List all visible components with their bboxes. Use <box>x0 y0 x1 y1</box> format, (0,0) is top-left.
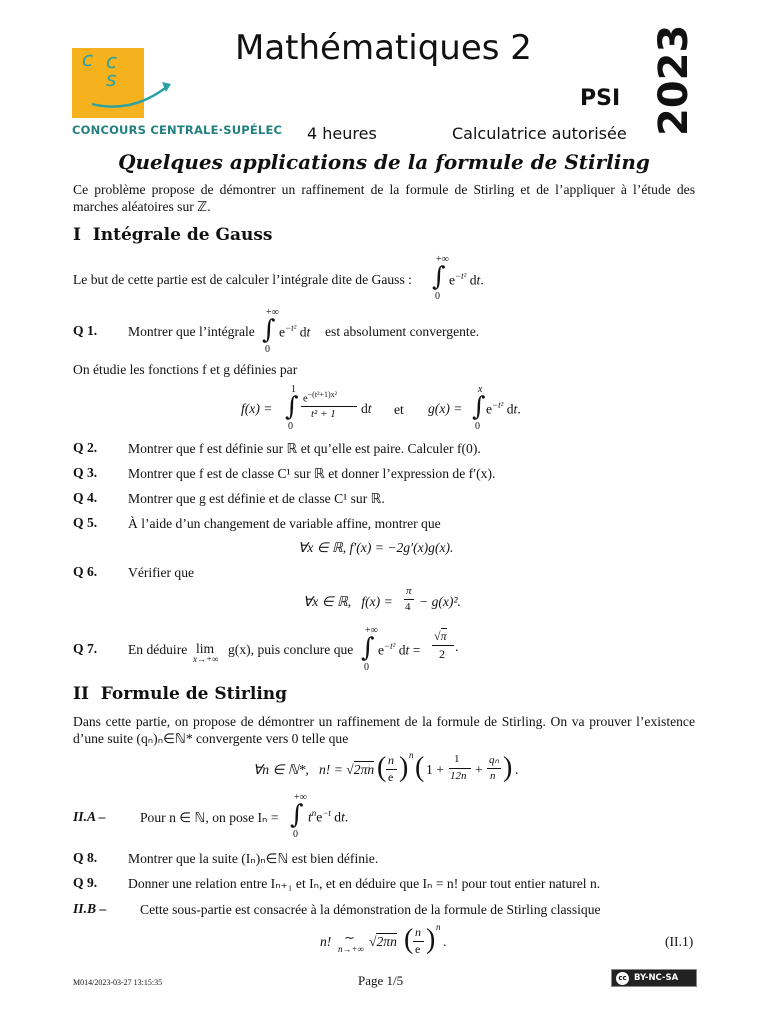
q2-label: Q 2. <box>73 440 98 455</box>
study-line: On étudie les fonctions f et g définies par <box>73 362 298 377</box>
iia-text: Pour n ∈ ℕ, on pose Iₙ = <box>140 810 279 825</box>
centrale-supelec-logo <box>72 44 222 120</box>
q7-text-a: En déduire <box>128 642 188 657</box>
svg-text:s: s <box>106 67 117 91</box>
q3-text: Montrer que f est de classe C¹ sur ℝ et donner l’expression de f′(x). <box>128 466 496 481</box>
q5-text: À l’aide d’un changement de variable affine, montrer que <box>128 516 441 531</box>
svg-text:c: c <box>82 47 93 71</box>
cc-license-text: BY-NC-SA <box>634 973 679 983</box>
q7-integral: +∞ ∫ 0 $e^{-t^2}$ dt = √π 2 . <box>361 625 459 673</box>
gauss-lead: Le but de cette partie est de calculer l’intégrale dite de Gauss : <box>73 272 412 287</box>
q1-tail: est absolument convergente. <box>325 324 480 339</box>
intro-paragraph: Ce problème propose de démontrer un raffinement de la formule de Stirling et de l’appliquer à l’étude des marches aléatoires sur ℤ. <box>73 182 695 214</box>
q5-equation: ∀x ∈ ℝ, f′(x) = −2g′(x)g(x). <box>298 540 454 555</box>
q7-limit: lim x→+∞ <box>193 641 219 664</box>
q5-label: Q 5. <box>73 515 98 530</box>
cc-license-badge <box>611 969 697 987</box>
q9-label: Q 9. <box>73 875 98 890</box>
page-number: Page 1/5 <box>358 973 404 988</box>
q6-text: Vérifier que <box>128 565 195 580</box>
calculator-label: Calculatrice autorisée <box>452 124 627 143</box>
section-heading-2: II Formule de Stirling <box>73 684 288 704</box>
logo-caption: CONCOURS CENTRALE·SUPÉLEC <box>72 123 283 137</box>
defs-et: et <box>394 402 404 417</box>
stirling-refined-equation: ∀n ∈ ℕ*, n! = √2πn ( n e ) n ( 1 + 1 12n + qₙ n ) . <box>253 750 519 784</box>
q1-integral: +∞ ∫ 0 $e^{-t^2}$ dt <box>262 307 311 355</box>
f-definition: f(x) = 1 ∫ 0 $e^{-(t^2+1)x^2}$ t² + 1 dt <box>241 384 372 432</box>
q9-text: Donner une relation entre Iₙ₊₁ et Iₙ, et en déduire que Iₙ = n! pour tout entier naturel n. <box>128 876 601 891</box>
q3-label: Q 3. <box>73 465 98 480</box>
iib-label: II.B – <box>73 901 107 916</box>
part2-intro: Dans cette partie, on propose de démontrer un raffinement de la formule de Stirling. On va prouver l’existence d’une suite (qₙ)ₙ∈ℕ* convergente vers 0 telle que <box>73 714 695 746</box>
cc-icon: cc <box>616 972 629 985</box>
q8-label: Q 8. <box>73 850 98 865</box>
g-definition: g(x) = x ∫ 0 $e^{-t^2}$ dt. <box>428 384 521 432</box>
document-title: Quelques applications de la formule de Stirling <box>118 150 650 174</box>
stirling-classic-equation: n! ∼ n→+∞ √2πn ( n e ) n . <box>320 922 447 956</box>
q7-text-b: g(x), puis conclure que <box>228 642 354 657</box>
iia-label: II.A – <box>73 809 106 824</box>
year-label: 2023 <box>651 24 697 136</box>
svg-text:c: c <box>106 49 117 73</box>
q6-equation: ∀x ∈ ℝ, f(x) = π 4 − g(x)². <box>303 585 461 613</box>
q2-text: Montrer que f est définie sur ℝ et qu’elle est paire. Calculer f(0). <box>128 441 481 456</box>
q1-text: Montrer que l’intégrale <box>128 324 255 339</box>
track-label: PSI <box>580 86 621 111</box>
q4-label: Q 4. <box>73 490 98 505</box>
q7-label: Q 7. <box>73 641 98 656</box>
q6-label: Q 6. <box>73 564 98 579</box>
iib-text: Cette sous-partie est consacrée à la démonstration de la formule de Stirling classique <box>140 902 601 917</box>
footer-code: M014/2023-03-27 13:15:35 <box>73 978 163 987</box>
logo <box>72 44 222 120</box>
subject-title: Mathématiques 2 <box>235 28 532 68</box>
gauss-integral: +∞ ∫ 0 $e^{-t^2}$ dt. <box>432 254 484 302</box>
iia-integral: +∞ ∫ 0 $t^ne^{-t}$ dt. <box>290 792 349 840</box>
section-heading-1: I Intégrale de Gauss <box>73 225 273 245</box>
q8-text: Montrer que la suite (Iₙ)ₙ∈ℕ est bien définie. <box>128 851 379 866</box>
duration-label: 4 heures <box>307 124 377 143</box>
equation-tag: (II.1) <box>665 934 694 949</box>
q4-text: Montrer que g est définie et de classe C¹ sur ℝ. <box>128 491 385 506</box>
q1-label: Q 1. <box>73 323 98 338</box>
